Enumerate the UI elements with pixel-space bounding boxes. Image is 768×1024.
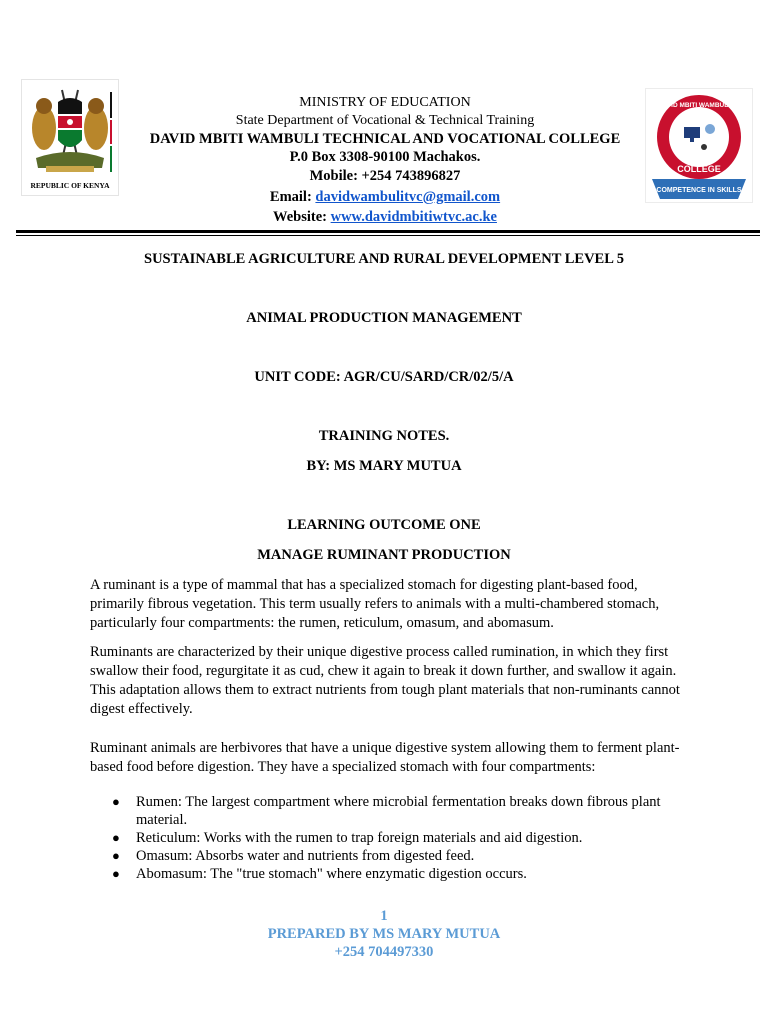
- letterhead-divider-thick: [16, 230, 760, 233]
- college-name: DAVID MBITI WAMBULI TECHNICAL AND VOCATIONAL COLLEGE: [149, 131, 621, 147]
- list-item: [90, 829, 680, 847]
- page-footer: [0, 907, 768, 961]
- mobile-number: +254 743896827: [361, 168, 461, 184]
- bullet-icon: ●: [112, 848, 120, 863]
- programme-title: SUSTAINABLE AGRICULTURE AND RURAL DEVELOPMENT LEVEL 5: [144, 251, 624, 267]
- paragraph-rumination: [90, 643, 680, 719]
- kenya-coat-of-arms-logo: [21, 79, 119, 196]
- college-logo: [645, 88, 753, 203]
- list-item-text: Omasum: Absorbs water and nutrients from digested feed.: [136, 848, 475, 864]
- paragraph-definition: [90, 576, 680, 633]
- college-logo-top-text: DAVID MBITI WAMBULI TV: [657, 102, 741, 109]
- footer-phone: +254 704497330: [334, 944, 434, 960]
- stomach-compartments-list: [90, 793, 680, 883]
- department-name: State Department of Vocational & Technical Training: [235, 113, 535, 128]
- paragraph-text: A ruminant is a type of mammal that has a specialized stomach for digesting plant-based food, primarily fibrous vegetation. This term usually refers to animals with a multi-chambered stomach, particularly four compartments: the rumen, reticulum, omasum, and abomasum.: [90, 577, 660, 631]
- module-title: ANIMAL PRODUCTION MANAGEMENT: [246, 310, 522, 326]
- coat-of-arms-caption: REPUBLIC OF KENYA: [30, 181, 110, 190]
- list-item-text: Reticulum: Works with the rumen to trap foreign materials and aid digestion.: [136, 830, 583, 846]
- email-label: Email:: [269, 188, 316, 205]
- letterhead: [130, 94, 640, 228]
- email-line: [130, 187, 640, 208]
- unit-code: UNIT CODE: AGR/CU/SARD/CR/02/5/A: [254, 369, 514, 385]
- page-number: 1: [380, 908, 388, 924]
- learning-outcome-heading: LEARNING OUTCOME ONE: [287, 517, 481, 533]
- postal-address: P.0 Box 3308-90100 Machakos.: [289, 149, 481, 165]
- bullet-icon: ●: [112, 830, 120, 845]
- paragraph-herbivores: [90, 739, 680, 777]
- website-label: Website:: [273, 209, 331, 225]
- bullet-icon: ●: [112, 866, 120, 881]
- college-logo-banner-text: COMPETENCE IN SKILLS: [656, 187, 742, 194]
- mobile-label: Mobile:: [309, 168, 362, 184]
- paragraph-text: Ruminants are characterized by their unique digestive process called rumination, in which they first swallow their food, regurgitate it as cud, chew it again to break it down further, and swallow it again. This adaptation allows them to extract nutrients from tough plant materials that non-ruminants cannot digest effectively.: [90, 644, 680, 717]
- college-logo-middle-text: COLLEGE: [677, 164, 721, 174]
- mobile-line: [130, 166, 640, 187]
- ministry-name: MINISTRY OF EDUCATION: [299, 95, 471, 110]
- list-item-text: Rumen: The largest compartment where microbial fermentation breaks down fibrous plant material.: [136, 794, 661, 828]
- list-item: [90, 847, 680, 865]
- email-link[interactable]: davidwambulitvc@gmail.com: [315, 188, 501, 205]
- author-line: BY: MS MARY MUTUA: [306, 458, 462, 474]
- paragraph-text: Ruminant animals are herbivores that have a unique digestive system allowing them to ferment plant-based food before digestion. They have a specialized stomach with four compartments:: [90, 740, 680, 775]
- list-item: [90, 793, 680, 829]
- website-line: [130, 207, 640, 228]
- website-link[interactable]: www.davidmbitiwtvc.ac.ke: [330, 209, 497, 225]
- bullet-icon: ●: [112, 794, 120, 809]
- training-notes-label: TRAINING NOTES.: [318, 428, 450, 444]
- list-item-text: Abomasum: The "true stomach" where enzymatic digestion occurs.: [136, 866, 527, 882]
- section-title: MANAGE RUMINANT PRODUCTION: [257, 547, 511, 563]
- list-item: [90, 865, 680, 883]
- letterhead-divider-thin: [16, 235, 760, 236]
- prepared-by: PREPARED BY MS MARY MUTUA: [267, 926, 501, 942]
